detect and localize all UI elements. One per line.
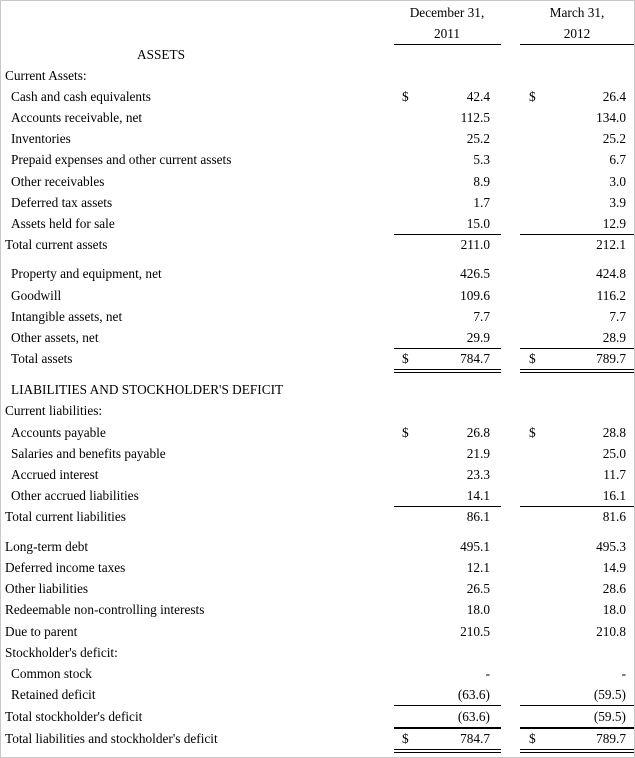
currency-symbol: $ [402, 425, 409, 440]
row-label: Other receivables [11, 174, 105, 189]
currency-symbol: $ [529, 351, 536, 366]
value-march-2012: 134.0 [596, 110, 626, 125]
value-march-2012: 25.0 [602, 446, 626, 461]
row-label: Salaries and benefits payable [11, 446, 166, 461]
subtotal-rule [520, 234, 634, 235]
table-row [1, 557, 634, 578]
value-december-2011: 5.3 [473, 152, 490, 167]
value-march-2012: - [621, 666, 626, 681]
value-march-2012: 14.9 [602, 560, 626, 575]
row-label: Goodwill [11, 288, 62, 303]
row-label: Total current assets [5, 237, 108, 252]
row-label: Current Assets: [5, 68, 87, 83]
value-december-2011: 211.0 [460, 237, 490, 252]
table-row [1, 485, 634, 506]
currency-symbol: $ [529, 89, 536, 104]
subtotal-rule [520, 705, 634, 706]
row-label: Current liabilities: [5, 403, 103, 418]
value-december-2011: 25.2 [466, 131, 490, 146]
total-top-rule [520, 348, 634, 349]
value-december-2011: 26.5 [466, 581, 490, 596]
row-label: Common stock [11, 666, 92, 681]
column-header-line1: December 31, [409, 5, 485, 20]
value-december-2011: - [485, 666, 490, 681]
value-december-2011: 26.8 [466, 425, 490, 440]
row-label: Redeemable non-controlling interests [5, 602, 205, 617]
value-march-2012: 212.1 [596, 237, 626, 252]
table-row [1, 171, 634, 192]
row-label: ASSETS [136, 47, 186, 62]
table-row [1, 706, 634, 727]
currency-symbol: $ [402, 89, 409, 104]
value-december-2011: 18.0 [466, 602, 490, 617]
row-label: Total liabilities and stockholder's deficit [5, 731, 218, 746]
table-row [1, 578, 634, 599]
value-march-2012: 25.2 [602, 131, 626, 146]
table-row [1, 327, 634, 348]
row-label: Other assets, net [11, 330, 99, 345]
table-row [1, 348, 634, 369]
value-march-2012: 81.6 [602, 509, 626, 524]
row-label: Intangible assets, net [11, 309, 123, 324]
row-label: Prepaid expenses and other current assets [11, 152, 232, 167]
row-label: Deferred tax assets [11, 195, 113, 210]
value-december-2011: 15.0 [466, 216, 490, 231]
table-row [1, 663, 634, 684]
row-label: Inventories [11, 131, 71, 146]
table-row [1, 149, 634, 170]
table-row [1, 86, 634, 107]
subtotal-rule [394, 705, 501, 706]
table-row [1, 536, 634, 557]
value-december-2011: 86.1 [466, 509, 490, 524]
value-december-2011: 8.9 [473, 174, 490, 189]
value-march-2012: 424.8 [596, 266, 626, 281]
value-december-2011: 12.1 [466, 560, 490, 575]
table-row [1, 684, 634, 705]
value-march-2012: 3.0 [609, 174, 626, 189]
currency-symbol: $ [529, 731, 536, 746]
value-march-2012: 116.2 [596, 288, 626, 303]
total-top-rule [520, 728, 634, 729]
value-march-2012: 11.7 [603, 467, 626, 482]
value-december-2011: 426.5 [460, 266, 490, 281]
value-december-2011: 21.9 [466, 446, 490, 461]
value-december-2011: 7.7 [473, 309, 490, 324]
value-march-2012: 26.4 [602, 89, 626, 104]
row-label: Long-term debt [5, 539, 89, 554]
table-row [1, 192, 634, 213]
double-rule [394, 752, 501, 753]
double-rule [520, 372, 634, 373]
double-rule [394, 749, 501, 750]
column-header-line1: March 31, [549, 5, 605, 20]
column-header-line2: 2012 [563, 26, 591, 41]
table-row [1, 44, 634, 65]
currency-symbol: $ [529, 425, 536, 440]
value-december-2011: (63.6) [457, 687, 490, 702]
table-row [1, 642, 634, 663]
double-rule [520, 752, 634, 753]
row-label: Other accrued liabilities [11, 488, 139, 503]
column-header-line2: 2011 [433, 26, 461, 41]
subtotal-rule [520, 506, 634, 507]
row-label: Total current liabilities [5, 509, 126, 524]
row-label: Other liabilities [5, 581, 89, 596]
column-header-march-2012 [520, 2, 634, 44]
value-march-2012: 6.7 [609, 152, 626, 167]
value-december-2011: 42.4 [466, 89, 490, 104]
row-label: Accounts receivable, net [11, 110, 143, 125]
value-march-2012: 28.9 [602, 330, 626, 345]
table-row [1, 263, 634, 284]
total-top-rule [394, 728, 501, 729]
value-december-2011: 23.3 [466, 467, 490, 482]
double-rule [520, 369, 634, 370]
table-row [1, 379, 634, 400]
table-row [1, 65, 634, 86]
column-header-december-2011 [394, 2, 500, 44]
subtotal-rule [394, 234, 501, 235]
value-december-2011: 109.6 [460, 288, 490, 303]
row-label: Property and equipment, net [11, 266, 162, 281]
table-row [1, 285, 634, 306]
table-row [1, 128, 634, 149]
value-march-2012: 789.7 [596, 731, 626, 746]
row-label: Accounts payable [11, 425, 106, 440]
table-row [1, 422, 634, 443]
row-label: Accrued interest [11, 467, 99, 482]
value-december-2011: 210.5 [460, 624, 490, 639]
double-rule [394, 369, 501, 370]
value-december-2011: 784.7 [460, 731, 490, 746]
value-march-2012: (59.5) [593, 687, 626, 702]
value-december-2011: (63.6) [457, 709, 490, 724]
row-label: Total assets [11, 351, 73, 366]
value-march-2012: 12.9 [602, 216, 626, 231]
table-row [1, 464, 634, 485]
value-december-2011: 14.1 [466, 488, 490, 503]
row-label: Due to parent [5, 624, 78, 639]
value-march-2012: 210.8 [596, 624, 626, 639]
double-rule [520, 749, 634, 750]
table-row [1, 400, 634, 421]
total-top-rule [394, 348, 501, 349]
row-label: Assets held for sale [11, 216, 115, 231]
value-march-2012: 7.7 [609, 309, 626, 324]
table-row [1, 213, 634, 234]
row-label: Stockholder's deficit: [5, 645, 118, 660]
row-label: Retained deficit [11, 687, 96, 702]
value-march-2012: 3.9 [609, 195, 626, 210]
table-row [1, 599, 634, 620]
table-row [1, 306, 634, 327]
row-label: Cash and cash equivalents [11, 89, 151, 104]
value-december-2011: 29.9 [466, 330, 490, 345]
currency-symbol: $ [402, 731, 409, 746]
value-march-2012: 495.3 [596, 539, 626, 554]
value-march-2012: 28.6 [602, 581, 626, 596]
value-december-2011: 1.7 [473, 195, 490, 210]
value-december-2011: 784.7 [460, 351, 490, 366]
row-label: LIABILITIES AND STOCKHOLDER'S DEFICIT [11, 382, 284, 397]
value-march-2012: (59.5) [593, 709, 626, 724]
value-march-2012: 18.0 [602, 602, 626, 617]
double-rule [394, 372, 501, 373]
subtotal-rule [394, 506, 501, 507]
table-row [1, 621, 634, 642]
value-march-2012: 28.8 [602, 425, 626, 440]
table-row [1, 728, 634, 749]
value-march-2012: 16.1 [602, 488, 626, 503]
row-label: Deferred income taxes [5, 560, 126, 575]
table-row [1, 107, 634, 128]
table-row [1, 234, 634, 255]
table-row [1, 443, 634, 464]
currency-symbol: $ [402, 351, 409, 366]
value-december-2011: 112.5 [460, 110, 490, 125]
row-label: Total stockholder's deficit [5, 709, 143, 724]
value-december-2011: 495.1 [460, 539, 490, 554]
value-march-2012: 789.7 [596, 351, 626, 366]
table-row [1, 506, 634, 527]
